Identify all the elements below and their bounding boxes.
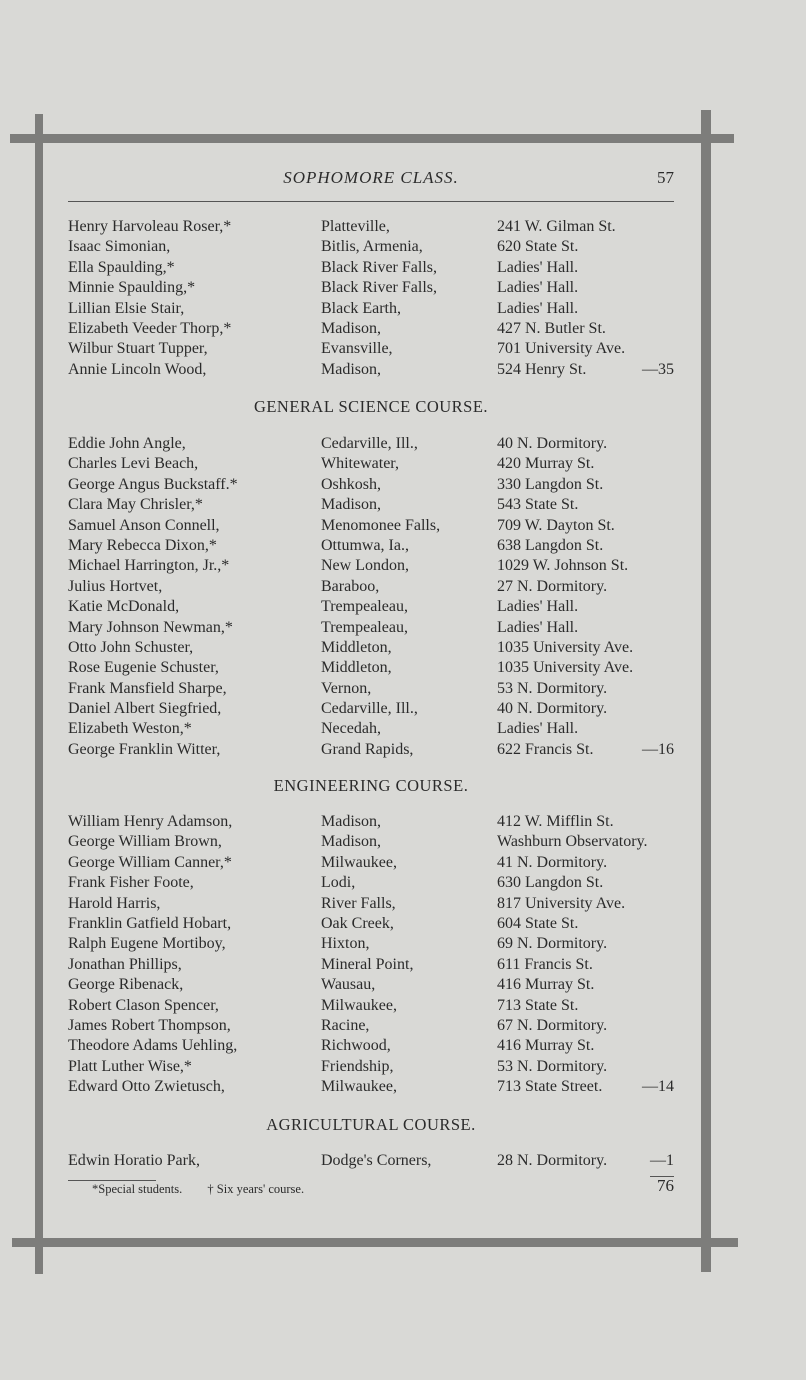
student-address: 330 Langdon St. — [497, 475, 604, 493]
table-row — [68, 1016, 680, 1036]
student-name: Minnie Spaulding,* — [68, 279, 196, 297]
student-home: Oak Creek, — [321, 914, 394, 932]
section-count: —16 — [642, 740, 674, 758]
student-name: Frank Fisher Foote, — [68, 874, 194, 892]
student-address: 41 N. Dormitory. — [497, 853, 608, 871]
student-home: Madison, — [321, 496, 381, 514]
student-address: 28 N. Dormitory. — [497, 1152, 608, 1169]
section-count: —35 — [642, 360, 674, 378]
student-home: Wausau, — [321, 976, 376, 994]
student-address: 638 Langdon St. — [497, 536, 604, 554]
table-row — [68, 638, 680, 658]
student-home: Trempealeau, — [321, 598, 408, 616]
student-address: 630 Langdon St. — [497, 874, 604, 892]
student-name: Elizabeth Weston,* — [68, 720, 192, 738]
table-row — [68, 975, 680, 995]
student-name: Edwin Horatio Park, — [68, 1152, 200, 1169]
student-name: George William Brown, — [68, 833, 222, 851]
student-address: Ladies' Hall. — [497, 618, 579, 636]
student-address: Ladies' Hall. — [497, 258, 579, 276]
student-home: Madison, — [321, 319, 381, 337]
student-address: 611 Francis St. — [497, 955, 593, 973]
student-name: Ella Spaulding,* — [68, 258, 175, 276]
student-address: 709 W. Dayton St. — [497, 516, 615, 534]
student-address: 1035 University Ave. — [497, 659, 634, 677]
student-address: Ladies' Hall. — [497, 279, 579, 297]
student-address: Ladies' Hall. — [497, 299, 579, 317]
table-row — [68, 556, 680, 576]
student-address: 1029 W. Johnson St. — [497, 557, 629, 575]
table-row — [68, 873, 680, 893]
table-row — [68, 258, 680, 278]
student-address: 701 University Ave. — [497, 340, 626, 358]
class-total: 76 — [657, 1176, 674, 1195]
student-name: Wilbur Stuart Tupper, — [68, 340, 208, 358]
footnote-special: *Special students. — [92, 1182, 183, 1196]
student-address: Ladies' Hall. — [497, 720, 579, 738]
student-home: Racine, — [321, 1016, 370, 1034]
footnote-six-years: † Six years' course. — [207, 1182, 305, 1196]
student-name: Theodore Adams Uehling, — [68, 1037, 238, 1055]
student-list — [68, 217, 680, 380]
student-home: Friendship, — [321, 1057, 394, 1075]
table-row — [68, 740, 680, 760]
table-row — [68, 658, 680, 678]
student-address: 713 State St. — [497, 996, 579, 1014]
student-home: Cedarville, Ill., — [321, 435, 418, 452]
student-name: Harold Harris, — [68, 894, 161, 912]
student-home: Baraboo, — [321, 577, 380, 595]
student-address: 67 N. Dormitory. — [497, 1016, 608, 1034]
section-count: —14 — [642, 1078, 674, 1096]
student-address: 416 Murray St. — [497, 976, 595, 994]
student-name: George Franklin Witter, — [68, 740, 221, 758]
student-home: Oshkosh, — [321, 475, 382, 493]
frame-bottom-rule — [12, 1238, 738, 1247]
student-address: 69 N. Dormitory. — [497, 935, 608, 953]
student-home: Richwood, — [321, 1037, 391, 1055]
student-name: Mary Rebecca Dixon,* — [68, 536, 217, 554]
section-count: —1 — [650, 1152, 674, 1169]
student-home: New London, — [321, 557, 409, 575]
table-row — [68, 360, 680, 380]
student-address: 416 Murray St. — [497, 1037, 595, 1055]
table-row — [68, 618, 680, 638]
page-title: SOPHOMORE CLASS. — [283, 168, 459, 187]
section-heading-agricultural: AGRICULTURAL COURSE. — [266, 1115, 476, 1134]
student-address: 1035 University Ave. — [497, 638, 634, 656]
student-address: 40 N. Dormitory. — [497, 435, 608, 452]
student-name: Rose Eugenie Schuster, — [68, 659, 219, 677]
section-engineering — [68, 812, 680, 1097]
student-home: Black River Falls, — [321, 258, 437, 276]
student-name: Samuel Anson Connell, — [68, 516, 220, 534]
student-name: Daniel Albert Siegfried, — [68, 700, 222, 718]
student-home: Cedarville, Ill., — [321, 700, 418, 718]
student-home: Ottumwa, Ia., — [321, 536, 409, 554]
student-name: Julius Hortvet, — [68, 577, 163, 595]
table-row — [68, 853, 680, 873]
table-row — [68, 577, 680, 597]
table-row — [68, 934, 680, 954]
student-address: 713 State Street. — [497, 1078, 603, 1096]
student-home: Black River Falls, — [321, 279, 437, 297]
table-row — [68, 955, 680, 975]
table-row — [68, 1057, 680, 1077]
frame-right-rule — [701, 110, 711, 1272]
student-name: Ralph Eugene Mortiboy, — [68, 935, 226, 953]
student-name: Robert Clason Spencer, — [68, 996, 219, 1014]
student-address: Washburn Observatory. — [497, 833, 648, 851]
student-name: George Ribenack, — [68, 976, 184, 994]
section-agricultural — [68, 1151, 680, 1171]
section-classical-continued — [68, 217, 680, 380]
section-heading-general-science: GENERAL SCIENCE COURSE. — [253, 397, 489, 416]
student-address: Ladies' Hall. — [497, 598, 579, 616]
student-name: Platt Luther Wise,* — [68, 1057, 192, 1075]
table-row — [68, 1077, 680, 1097]
student-home: Vernon, — [321, 679, 372, 697]
student-address: 620 State St. — [497, 238, 579, 256]
student-home: Evansville, — [321, 340, 393, 358]
student-home: Menomonee Falls, — [321, 516, 441, 534]
student-name: Franklin Gatfield Hobart, — [68, 914, 232, 932]
student-name: Edward Otto Zwietusch, — [68, 1078, 225, 1096]
student-name: George Angus Buckstaff.* — [68, 475, 238, 493]
student-name: Annie Lincoln Wood, — [68, 360, 207, 378]
table-row — [68, 894, 680, 914]
student-address: 412 W. Mifflin St. — [497, 813, 614, 830]
student-name: Charles Levi Beach, — [68, 455, 199, 473]
student-home: Black Earth, — [321, 299, 401, 317]
student-name: Isaac Simonian, — [68, 238, 171, 256]
table-row — [68, 339, 680, 359]
table-row — [68, 319, 680, 339]
student-address: 40 N. Dormitory. — [497, 700, 608, 718]
student-name: James Robert Thompson, — [68, 1016, 231, 1034]
student-name: Katie McDonald, — [68, 598, 180, 616]
student-home: Necedah, — [321, 720, 381, 738]
table-row — [68, 299, 680, 319]
student-name: Jonathan Phillips, — [68, 955, 182, 973]
student-home: Grand Rapids, — [321, 740, 414, 758]
student-name: William Henry Adamson, — [68, 813, 233, 830]
student-name: Lillian Elsie Stair, — [68, 299, 185, 317]
student-address: 27 N. Dormitory. — [497, 577, 608, 595]
student-name: Eddie John Angle, — [68, 435, 186, 452]
student-address: 604 State St. — [497, 914, 579, 932]
student-home: Bitlis, Armenia, — [321, 238, 423, 256]
table-row — [68, 832, 680, 852]
table-row — [68, 278, 680, 298]
student-home: Dodge's Corners, — [321, 1152, 432, 1169]
student-home: Trempealeau, — [321, 618, 408, 636]
student-address: 53 N. Dormitory. — [497, 679, 608, 697]
student-address: 524 Henry St. — [497, 360, 587, 378]
table-row — [68, 996, 680, 1016]
student-name: Mary Johnson Newman,* — [68, 618, 233, 636]
footnote-rule — [68, 1180, 156, 1181]
table-row — [68, 434, 680, 454]
frame-left-rule — [35, 114, 43, 1274]
student-name: Michael Harrington, Jr.,* — [68, 557, 230, 575]
table-row — [68, 536, 680, 556]
student-address: 241 W. Gilman St. — [497, 218, 616, 235]
student-home: Milwaukee, — [321, 996, 397, 1014]
student-home: Middleton, — [321, 659, 392, 677]
student-home: Lodi, — [321, 874, 356, 892]
student-home: Milwaukee, — [321, 1078, 397, 1096]
student-name: Clara May Chrisler,* — [68, 496, 203, 514]
table-row — [68, 1036, 680, 1056]
student-name: Henry Harvoleau Roser,* — [68, 218, 232, 235]
student-home: Hixton, — [321, 935, 370, 953]
table-row — [68, 812, 680, 832]
student-name: Otto John Schuster, — [68, 638, 194, 656]
table-row — [68, 719, 680, 739]
table-row — [68, 475, 680, 495]
footnotes — [92, 1182, 304, 1197]
student-name: Elizabeth Veeder Thorp,* — [68, 319, 232, 337]
student-home: Platteville, — [321, 218, 390, 235]
student-home: Whitewater, — [321, 455, 399, 473]
table-row — [68, 679, 680, 699]
header-rule — [68, 201, 674, 202]
student-address: 817 University Ave. — [497, 894, 626, 912]
table-row — [68, 597, 680, 617]
student-name: Frank Mansfield Sharpe, — [68, 679, 227, 697]
student-home: Middleton, — [321, 638, 392, 656]
student-address: 622 Francis St. — [497, 740, 594, 758]
table-row — [68, 914, 680, 934]
table-row — [68, 495, 680, 515]
running-header — [68, 168, 674, 192]
student-address: 53 N. Dormitory. — [497, 1057, 608, 1075]
table-row — [68, 699, 680, 719]
table-row — [68, 237, 680, 257]
frame-top-rule — [10, 134, 734, 143]
student-home: Mineral Point, — [321, 955, 414, 973]
section-heading-engineering: ENGINEERING COURSE. — [273, 776, 469, 795]
section-general-science — [68, 434, 680, 760]
page-number: 57 — [657, 168, 674, 187]
table-row — [68, 1151, 680, 1171]
student-address: 427 N. Butler St. — [497, 319, 606, 337]
student-home: Madison, — [321, 360, 381, 378]
student-home: Milwaukee, — [321, 853, 397, 871]
student-name: George William Canner,* — [68, 853, 232, 871]
student-address: 420 Murray St. — [497, 455, 595, 473]
student-home: Madison, — [321, 813, 381, 830]
table-row — [68, 516, 680, 536]
table-row — [68, 454, 680, 474]
student-address: 543 State St. — [497, 496, 579, 514]
table-row — [68, 217, 680, 237]
student-home: Madison, — [321, 833, 381, 851]
student-home: River Falls, — [321, 894, 396, 912]
